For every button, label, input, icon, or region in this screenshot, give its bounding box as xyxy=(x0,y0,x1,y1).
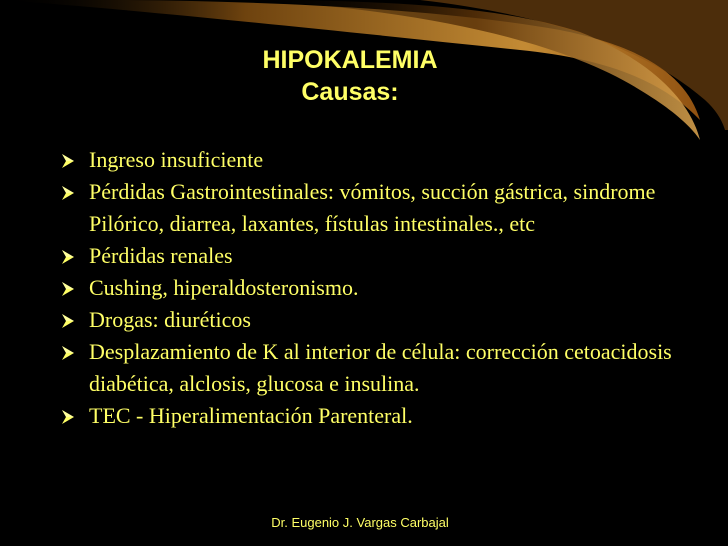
bullet-list xyxy=(60,144,710,432)
bullet-item xyxy=(60,400,710,432)
arrow-bullet-icon xyxy=(60,345,76,361)
arrow-bullet-icon xyxy=(60,281,76,297)
bullet-item xyxy=(60,144,710,176)
bullet-text: Drogas: diuréticos xyxy=(89,307,251,332)
arrow-bullet-icon xyxy=(60,185,76,201)
bullet-text: Ingreso insuficiente xyxy=(89,147,264,172)
bullet-text: Cushing, hiperaldosteronismo. xyxy=(89,275,359,300)
bullet-text: Pérdidas renales xyxy=(89,243,233,268)
slide-subtitle: Causas: xyxy=(301,78,399,106)
bullet-text: Desplazamiento de K al interior de célula: corrección cetoacidosis diabética, alclosis, glucosa e insulina. xyxy=(89,339,672,396)
arrow-bullet-icon xyxy=(60,249,76,265)
slide-footer: Dr. Eugenio J. Vargas Carbajal xyxy=(271,515,449,530)
bullet-item xyxy=(60,304,710,336)
bullet-text: TEC - Hiperalimentación Parenteral. xyxy=(89,403,413,428)
arrow-bullet-icon xyxy=(60,313,76,329)
bullet-item xyxy=(60,336,710,400)
arrow-bullet-icon xyxy=(60,153,76,169)
bullet-item xyxy=(60,176,710,240)
bullet-text: Pérdidas Gastrointestinales: vómitos, succión gástrica, sindrome Pilórico, diarrea, laxantes, fístulas intestinales., etc xyxy=(89,179,656,236)
bullet-item xyxy=(60,240,710,272)
arrow-bullet-icon xyxy=(60,409,76,425)
bullet-item xyxy=(60,272,710,304)
slide-title-block xyxy=(150,44,550,108)
slide-title: HIPOKALEMIA xyxy=(262,46,438,74)
